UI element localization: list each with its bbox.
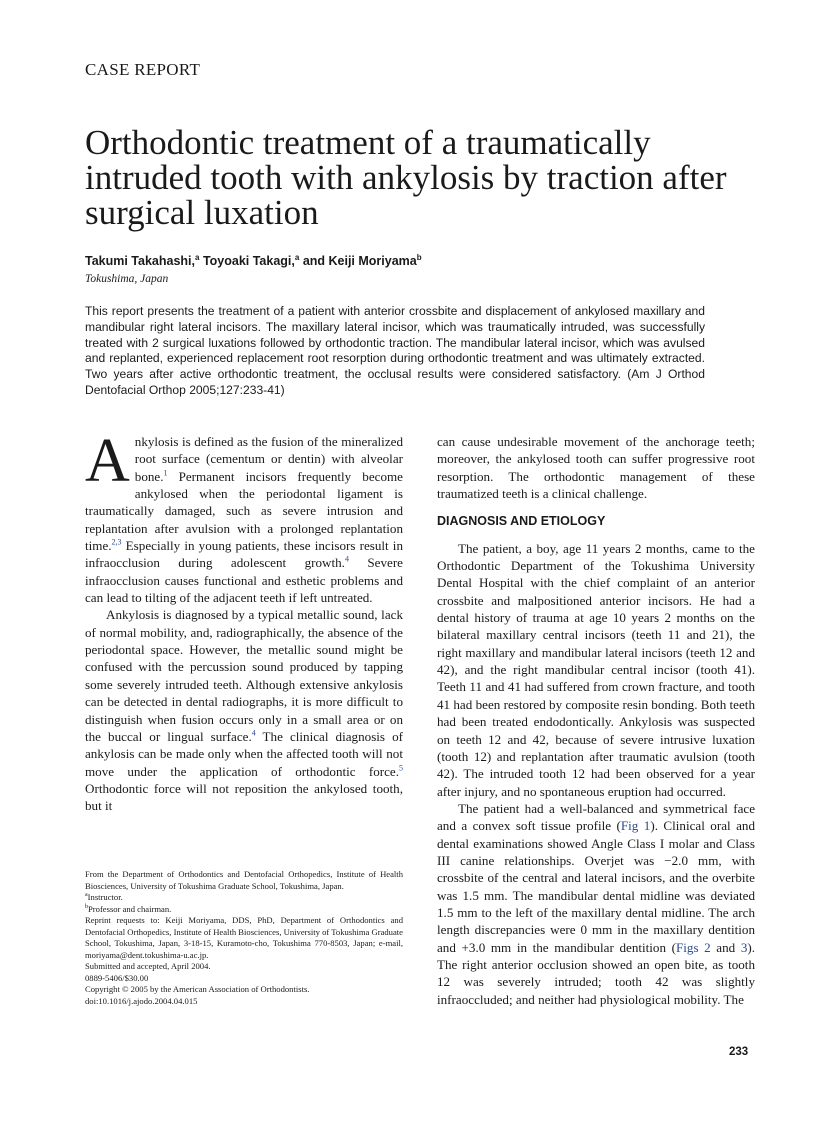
reference-citation[interactable]: 5 bbox=[399, 763, 403, 773]
footnotes bbox=[85, 869, 403, 1007]
footnote-professor: $^b$Professor and chairman. bbox=[85, 903, 172, 914]
drop-cap: A bbox=[85, 427, 130, 495]
text-run: Severe infraocclusion causes functional and esthetic problems and can lead to tilting of the adjacent teeth if left untreated. bbox=[85, 555, 403, 606]
footnote-issn: 0889-5406/$30.00 bbox=[85, 972, 149, 983]
author-name: and Keiji Moriyama bbox=[302, 254, 417, 268]
affiliation-mark: a bbox=[294, 252, 300, 262]
footnote-copyright: Copyright © 2005 by the American Association of Orthodontists. bbox=[85, 984, 310, 994]
text-run: ). The right anterior occlusion showed an open bite, as tooth 12 was severely intruded; tooth 42 was slightly infraoccluded; and neither had physiological mobility. The bbox=[437, 939, 756, 1007]
author-location: Tokushima, Japan bbox=[85, 273, 169, 285]
footnote-instructor: $^a$Instructor. bbox=[85, 892, 123, 902]
author-list bbox=[85, 254, 422, 268]
body-paragraph: The patient, a boy, age 11 years 2 months, came to the Orthodontic Department of the Tokushima University Dental Hospital with the chief complaint of an anterior crossbite and malpositioned anterior incisors. He had a dental history of trauma at age 10 years 2 months on the bilateral maxillary central incisors (teeth 11 and 21), the right maxillary and mandibular lateral incisors (teeth 12 and 42), and the right mandibular central incisor (tooth 41). Teeth 11 and 41 had suffered from crown fracture, and tooth 41 had been restored by composite resin bonding. Both teeth had been treated endodontically. Ankylosis was suspected on teeth 12 and 42, because of severe intrusive luxation (tooth 12) and replantation after traumatic avulsion (tooth 42). The intruded tooth 12 had been observed for a year after injury, and no spontaneous eruption had occurred. bbox=[437, 540, 755, 799]
figure-link[interactable]: Fig 1 bbox=[620, 818, 651, 834]
author-name: Takumi Takahashi, bbox=[85, 254, 195, 268]
footnote-doi[interactable]: doi:10.1016/j.ajodo.2004.04.015 bbox=[85, 995, 198, 1006]
section-label: CASE REPORT bbox=[85, 60, 201, 79]
figure-link[interactable]: 3 bbox=[740, 939, 748, 955]
reference-citation[interactable]: 2,3 bbox=[111, 537, 122, 547]
article-title: Orthodontic treatment of a traumatically intruded tooth with ankylosis by traction after surgical luxation bbox=[85, 123, 727, 232]
affiliation-mark: b bbox=[416, 252, 422, 262]
text-run: Orthodontic force will not reposition the ankylosed tooth, but it bbox=[85, 780, 403, 814]
reference-citation[interactable]: 4 bbox=[344, 555, 349, 565]
affiliation-mark: a bbox=[195, 252, 200, 262]
text-run: Ankylosis is diagnosed by a typical metallic sound, lack of normal mobility, and, radiographically, the absence of the periodontal space. However, the metallic sound might be confused with the percussion sound produced by tapping some severely intruded teeth. Although extensive ankylosis can be detected in dental radiographs, it is more difficult to distinguish when fusion occurs only in a small area or on the buccal or lingual surface. bbox=[85, 607, 403, 744]
text-run: Permanent incisors frequently become ankylosed when the periodontal ligament is traumatically damaged, such as severe intrusion and replantation after avulsion with a prolonged replantation time. bbox=[85, 468, 403, 554]
body-column-left bbox=[85, 427, 403, 815]
text-run: ). Clinical oral and dental examinations showed Angle Class I molar and Class III canine relationships. Overjet was −2.0 mm, with crossbite of the central and lateral incisors, and the overbite was 1.5 mm. The mandibular dental midline was deviated 1.5 mm to the left of the maxillary dental midline. The arch length discrepancies were 0 mm in the maxillary dentition and +3.0 mm in the mandibular dentition ( bbox=[437, 818, 755, 955]
footnote-submitted: Submitted and accepted, April 2004. bbox=[85, 961, 211, 971]
reference-citation[interactable]: 1 bbox=[163, 468, 168, 478]
text-run: The clinical diagnosis of ankylosis can be made only when the affected tooth will not move under the application of orthodontic force. bbox=[85, 728, 403, 779]
page-number: 233 bbox=[729, 1046, 749, 1058]
body-paragraph bbox=[85, 606, 403, 814]
abstract: This report presents the treatment of a patient with anterior crossbite and displacement of ankylosed maxillary and mandibular right lateral incisors. The maxillary lateral incisor, which was traumatically intruded, was successfully treated with 2 surgical luxations followed by orthodontic traction. The mandibular lateral incisor, which was avulsed and replanted, experienced replacement root resorption during orthodontic treatment and was ultimately extracted. Two years after active orthodontic treatment, the occlusal results were considered satisfactory. (Am J Orthod Dentofacial Orthop 2005;127:233-41) bbox=[85, 304, 705, 397]
body-paragraph: can cause undesirable movement of the anchorage teeth; moreover, the ankylosed tooth can suffer progressive root resorption. The orthodontic management of these traumatized teeth is a clinical challenge. bbox=[437, 434, 755, 502]
footnote-reprint: Reprint requests to: Keiji Moriyama, DDS, PhD, Department of Orthodontics and Dentofacial Orthopedics, Institute of Health Biosciences, University of Tokushima Graduate School, Tokushima, Japan, 3-18-15, Kuramoto-cho, Tokushima 770-8503, Japan; e-mail, moriyama@dent.tokushima-u.ac.jp. bbox=[85, 915, 403, 960]
author-name: Toyoaki Takagi, bbox=[202, 254, 295, 268]
body-column-right bbox=[437, 433, 755, 1008]
text-run: The patient had a well-balanced and symmetrical face and a convex soft tissue profile ( bbox=[437, 800, 755, 834]
body-paragraph bbox=[85, 427, 403, 606]
figure-link[interactable]: Figs 2 bbox=[675, 939, 711, 955]
footnote-affiliation: From the Department of Orthodontics and Dentofacial Orthopedics, Institute of Health Biosciences, University of Tokushima Graduate School, Tokushima, Japan. bbox=[85, 869, 403, 891]
section-heading-diagnosis: DIAGNOSIS AND ETIOLOGY bbox=[437, 514, 606, 529]
reference-citation[interactable]: 4 bbox=[251, 728, 256, 738]
text-run: nkylosis is defined as the fusion of the mineralized root surface (cementum or dentin) with alveolar bone. bbox=[134, 434, 403, 484]
text-run: Especially in young patients, these incisors result in infraocclusion during adolescent growth. bbox=[85, 538, 403, 571]
body-paragraph bbox=[437, 800, 755, 1008]
text-run: and bbox=[710, 939, 741, 955]
